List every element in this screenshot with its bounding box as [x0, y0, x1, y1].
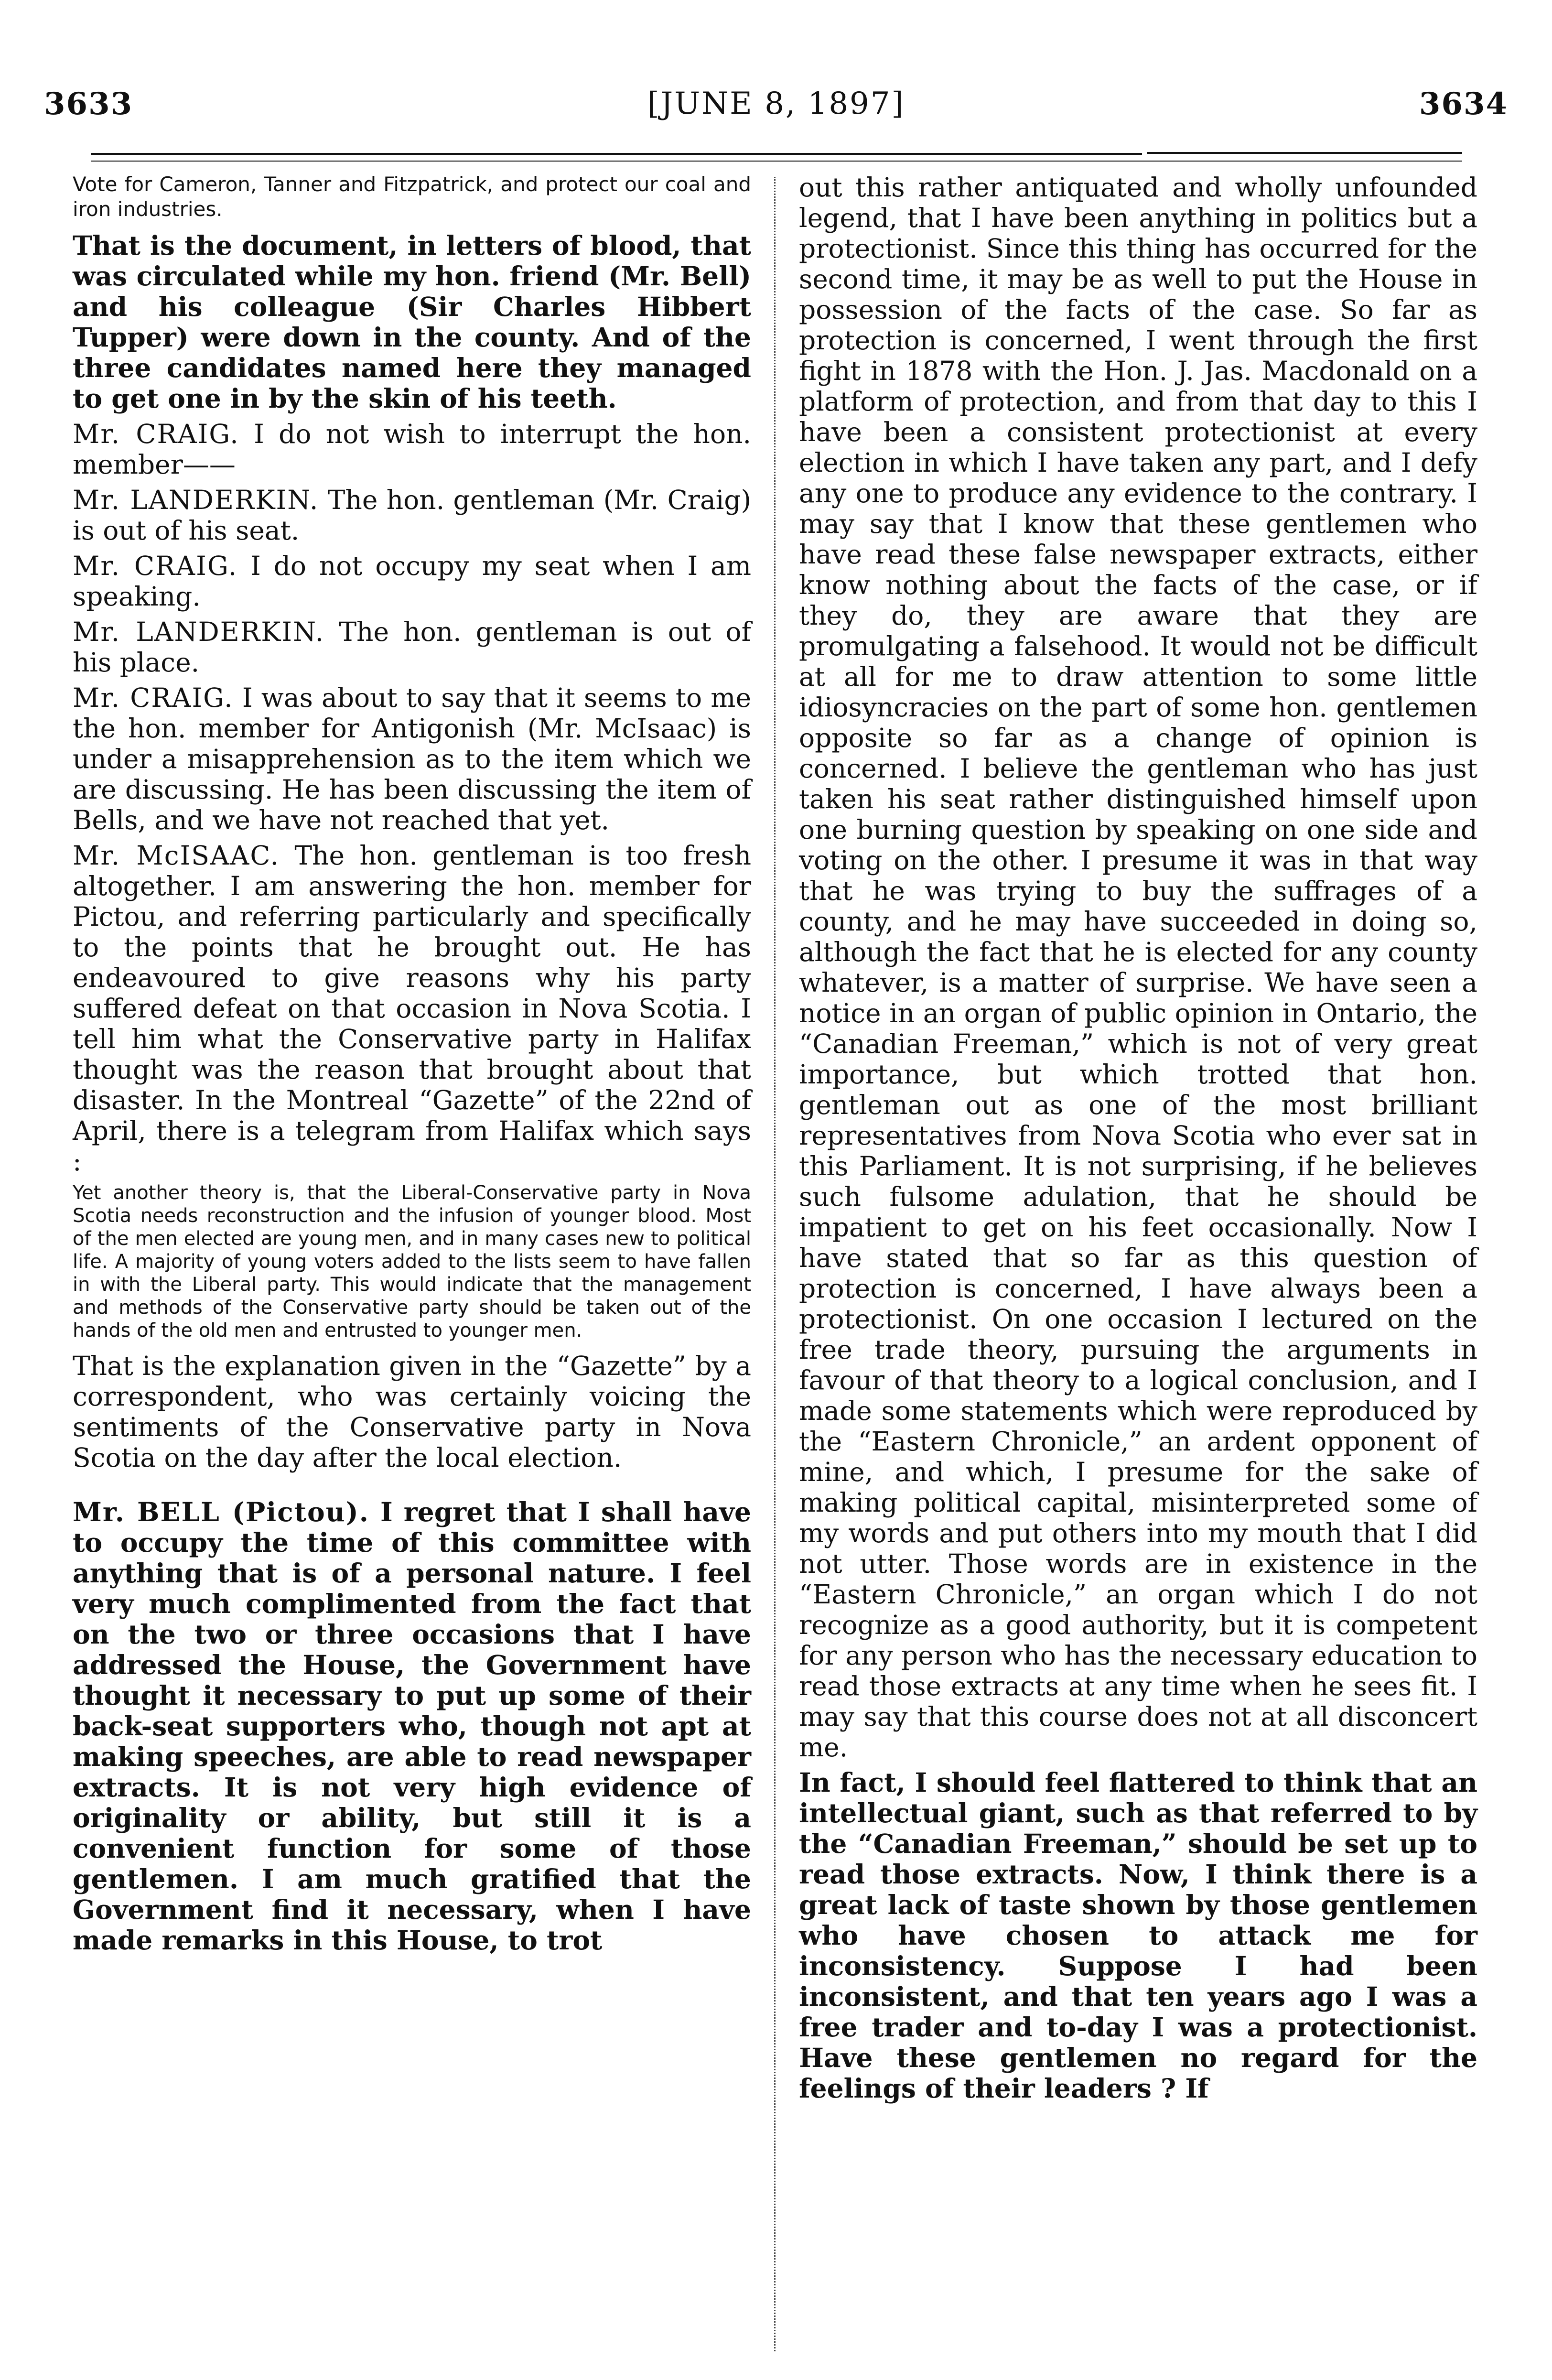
- speech-paragraph: [73, 840, 751, 1177]
- speech-paragraph: [73, 419, 751, 480]
- right-column: [799, 172, 1477, 2370]
- speaker-name: Mr. CRAIG.: [73, 419, 239, 449]
- speech-paragraph: [73, 617, 751, 678]
- speaker-name: Mr. LANDERKIN.: [73, 617, 325, 647]
- paragraph: [799, 172, 1477, 1763]
- speaker-name: Mr. BELL (Pictou).: [73, 1496, 369, 1527]
- header-rule: [1147, 152, 1462, 154]
- speech-paragraph: [73, 682, 751, 835]
- left-column: [73, 172, 751, 2370]
- speech-paragraph: [73, 551, 751, 612]
- paragraph-text: That is the document, in letters of blood, that was circulated while my hon. friend (Mr. Bell) and his colleague (Sir Charles Hibbert Tupper) were down in the county. And of the three candidates named here they managed to get one in by the skin of his teeth.: [73, 230, 751, 414]
- speech-text: I was about to say that it seems to me the hon. member for Antigonish (Mr. McIsaac) is under a misapprehension as to the item which we are discussing. He has been discussing the item of Bells, and we have not reached that yet.: [73, 682, 751, 835]
- speech-text: I do not occupy my seat when I am speaking.: [73, 551, 751, 612]
- paragraph-text: That is the explanation given in the “Gazette” by a correspondent, who was certainly voicing the sentiments of the Conservative party in Nova Scotia on the day after the local election.: [73, 1351, 751, 1473]
- speaker-name: Mr. McISAAC.: [73, 840, 280, 871]
- paragraph-text: Yet another theory is, that the Liberal-Conservative party in Nova Scotia needs reconstruction and the infusion of younger blood. Most of the men elected are young men, and in many cases new to political life. A majority of young voters added to the lists seem to have fallen in with the Liberal party. This would indicate that the management and methods of the Conservative party should be taken out of the hands of the old men and entrusted to younger men.: [73, 1182, 751, 1341]
- quoted-circular: [73, 172, 751, 222]
- speaker-name: Mr. CRAIG.: [73, 551, 238, 581]
- paragraph: [73, 230, 751, 414]
- telegram-quote: [73, 1181, 751, 1342]
- paragraph-text: Vote for Cameron, Tanner and Fitzpatrick, and protect our coal and iron industries.: [73, 173, 751, 221]
- speech-text: The hon. gentleman (Mr. Craig) is out of his seat.: [73, 485, 751, 546]
- paragraph-text: out this rather antiquated and wholly unfounded legend, that I have been anything in politics but a protectionist. Since this thing has occurred for the second time, it may be as well to put the House in possession of the facts of the case. So far as protection is concerned, I went through the first fight in 1878 with the Hon. J. Jas. Macdonald on a platform of protection, and from that day to this I have been a consistent protectionist at every election in which I have taken any part, and I defy any one to produce any evidence to the contrary. I may say that I know that these gentlemen who have read these false newspaper extracts, either know nothing about the facts of the case, or if they do, they are aware that they are promulgating a falsehood. It would not be difficult at all for me to draw attention to some little idiosyncracies on the part of some hon. gentlemen opposite so far as a change of opinion is concerned. I believe the gentleman who has just taken his seat rather distinguished himself upon one burning question by speaking on one side and voting on the other. I presume it was in that way that he was trying to buy the suffrages of a county, and he may have succeeded in doing so, although the fact that he is elected for any county whatever, is a matter of surprise. We have seen a notice in an organ of public opinion in Ontario, the “Canadian Freeman,” which is not of very great importance, but which trotted that hon. gentleman out as one of the most brilliant representatives from Nova Scotia who ever sat in this Parliament. It is not surprising, if he believes such fulsome adulation, that he should be impatient to get on his feet occasionally. Now I have stated that so far as this question of protection is concerned, I have always been a protectionist. On one occasion I lectured on the free trade theory, pursuing the arguments in favour of that theory to a logical conclusion, and I made some statements which were reproduced by the “Eastern Chronicle,” an ardent opponent of mine, and which, I presume for the sake of making political capital, misinterpreted some of my words and put others into my mouth that I did not utter. Those words are in existence in the “Eastern Chronicle,” an organ which I do not recognize as a good authority, but it is competent for any person who has the necessary education to read those extracts at any time when he sees fit. I may say that this course does not at all disconcert me.: [799, 172, 1477, 1763]
- page-header: [0, 0, 1552, 158]
- speaker-name: Mr. LANDERKIN.: [73, 485, 319, 515]
- speech-text: I do not wish to interrupt the hon. member——: [73, 419, 752, 480]
- paragraph: [799, 1767, 1477, 2104]
- speech-text: I regret that I shall have to occupy the time of this committee with anything that is of a personal nature. I feel very much complimented from the fact that on the two or three occasions that I have addressed the House, the Government have thought it necessary to put up some of their back-seat supporters who, though not apt at making speeches, are able to read newspaper extracts. It is not very high evidence of originality or ability, but still it is a convenient function for some of those gentlemen. I am much gratified that the Government find it necessary, when I have made remarks in this House, to trot: [73, 1496, 751, 1956]
- header-rule: [91, 153, 1142, 155]
- speech-text: The hon. gentleman is too fresh altogether. I am answering the hon. member for Pictou, and referring particularly and specifically to the points that he brought out. He has endeavoured to give reasons why his party suffered defeat on that occasion in Nova Scotia. I tell him what the Conservative party in Halifax thought was the reason that brought about that disaster. In the Montreal “Gazette” of the 22nd of April, there is a telegram from Halifax which says :: [73, 840, 751, 1177]
- paragraph: [73, 1351, 751, 1473]
- header-rule: [91, 161, 1462, 162]
- speaker-name: Mr. CRAIG.: [73, 682, 234, 713]
- speech-paragraph: [73, 485, 751, 546]
- right-page-number: 3634: [1419, 86, 1508, 122]
- paragraph-text: In fact, I should feel flattered to think that an intellectual giant, such as that referred to by the “Canadian Freeman,” should be set up to read those extracts. Now, I think there is a great lack of taste shown by those gentlemen who have chosen to attack me for inconsistency. Suppose I had been inconsistent, and that ten years ago I was a free trader and to-day I was a protectionist. Have these gentlemen no regard for the feelings of their leaders ? If: [799, 1767, 1477, 2104]
- speech-text: The hon. gentleman is out of his place.: [73, 617, 752, 678]
- column-divider: [774, 177, 776, 2351]
- page-date: [JUNE 8, 1897]: [647, 86, 905, 121]
- speech-paragraph: [73, 1497, 751, 1956]
- left-page-number: 3633: [44, 86, 133, 122]
